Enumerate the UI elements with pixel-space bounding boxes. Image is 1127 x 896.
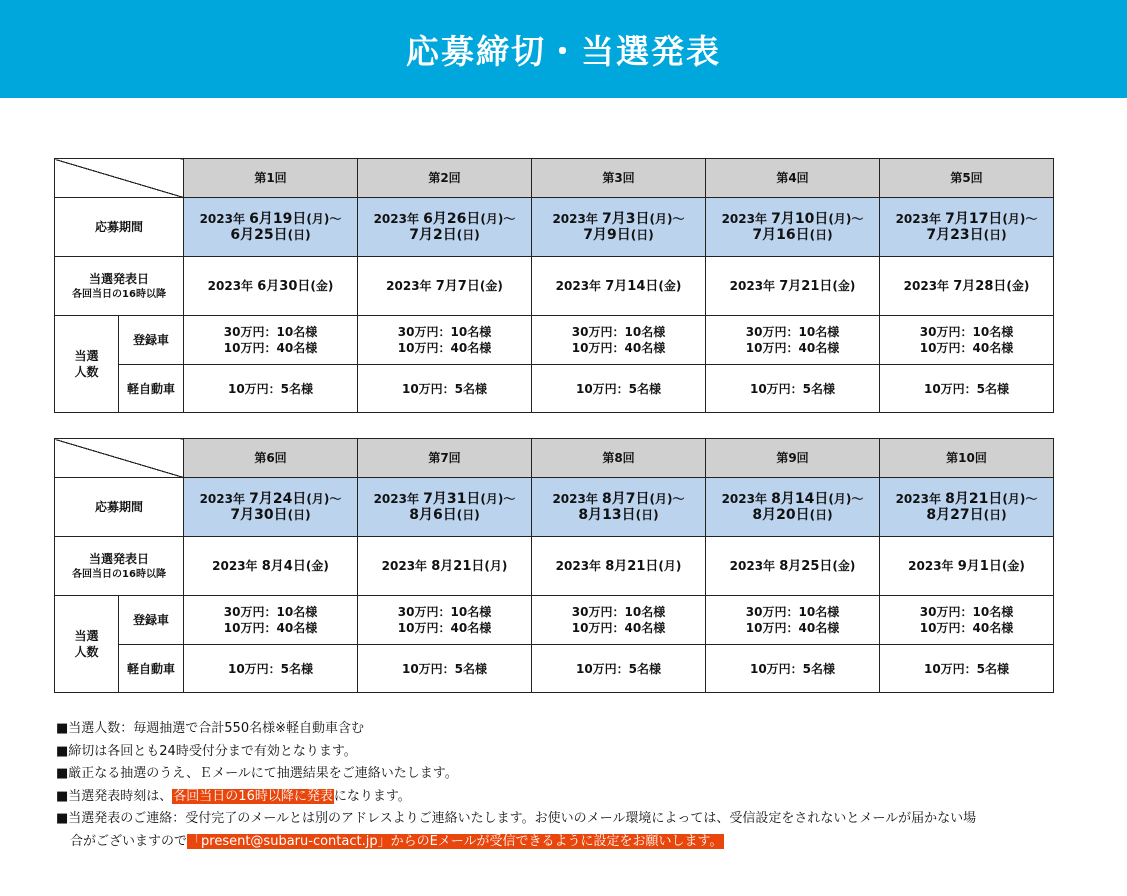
period-cell [706, 478, 880, 537]
kei-count: 10万円：5名様 [923, 381, 1010, 396]
round-label: 第9回 [776, 451, 809, 465]
period-end-dow: (日) [809, 508, 833, 522]
note-contact-cont-prefix: 合がございますので [70, 833, 188, 849]
announce-dow: (金) [1001, 558, 1025, 573]
corner-cell [55, 439, 184, 478]
round-header [358, 439, 532, 478]
note-contact: ■当選発表のご連絡：受付完了のメールとは別のアドレスよりご連絡いたします。お使いのメール環境によっては、受信設定をされないとメールが届かない場 [56, 811, 977, 826]
period-end: 7月30日 [230, 507, 288, 523]
announce-label: 当選発表日 [88, 551, 149, 566]
period-tilde: ～ [503, 492, 516, 506]
period-end-dow: (日) [456, 508, 480, 522]
kei-label: 軽自動車 [126, 661, 175, 676]
announce-year: 2023年 [555, 558, 602, 573]
announce-sublabel: 各回当日の16時以降 [72, 288, 166, 300]
period-tilde: ～ [672, 212, 685, 226]
kei-count-cell [358, 645, 532, 693]
announce-date-cell [184, 257, 358, 316]
registered-count-line1: 30万円：10名様 [571, 605, 666, 619]
kei-count-cell [880, 645, 1054, 693]
registered-count-line2: 10万円：40名様 [223, 621, 318, 635]
period-cell [706, 198, 880, 257]
period-year: 2023年 [373, 492, 419, 506]
period-end-dow: (日) [287, 508, 311, 522]
announce-year: 2023年 [381, 558, 428, 573]
period-start-dow: (月) [828, 492, 852, 506]
period-start: 6月19日 [249, 211, 307, 227]
period-cell [880, 198, 1054, 257]
period-start: 8月7日 [602, 491, 650, 507]
round-header [880, 439, 1054, 478]
registered-count-line2: 10万円：40名様 [397, 341, 492, 355]
announce-label: 当選発表日 [88, 271, 149, 286]
schedule-table-1 [54, 158, 1054, 413]
kei-count: 10万円：5名様 [749, 661, 836, 676]
note-lottery: ■厳正なる抽選のうえ、Ｅメールにて抽選結果をご連絡いたします。 [56, 766, 458, 781]
kei-count: 10万円：5名様 [401, 661, 488, 676]
registered-label: 登録車 [132, 333, 169, 347]
period-end-dow: (日) [809, 228, 833, 242]
period-year: 2023年 [199, 212, 245, 226]
kei-count-cell [880, 365, 1054, 413]
period-tilde: ～ [672, 492, 685, 506]
period-end-dow: (日) [287, 228, 311, 242]
registered-count-cell [532, 316, 706, 365]
announce-dow: (金) [1006, 278, 1030, 293]
period-tilde: ～ [329, 212, 342, 226]
period-start-dow: (月) [306, 492, 330, 506]
registered-count-line2: 10万円：40名様 [745, 621, 840, 635]
period-end: 7月9日 [583, 227, 631, 243]
period-cell [532, 198, 706, 257]
registered-count-line1: 30万円：10名様 [397, 605, 492, 619]
registered-label-cell [119, 316, 184, 365]
round-label: 第10回 [946, 451, 987, 465]
period-end: 8月13日 [578, 507, 636, 523]
period-start: 7月3日 [602, 211, 650, 227]
winners-label-line1: 当選 [74, 349, 99, 363]
announce-dow: (金) [658, 278, 682, 293]
period-year: 2023年 [895, 212, 941, 226]
corner-cell [55, 159, 184, 198]
announce-date-cell [706, 257, 880, 316]
winners-label-cell [55, 596, 119, 693]
registered-count-line2: 10万円：40名様 [571, 341, 666, 355]
note-announce-time-prefix: ■当選発表時刻は、 [56, 788, 173, 804]
registered-label-cell [119, 596, 184, 645]
announce-year: 2023年 [903, 278, 950, 293]
registered-count-cell [880, 596, 1054, 645]
period-start: 6月26日 [423, 211, 481, 227]
period-start-dow: (月) [306, 212, 330, 226]
announce-date: 7月7日 [435, 278, 480, 294]
announce-label-cell [55, 537, 184, 596]
period-start-dow: (月) [480, 212, 504, 226]
registered-count-line2: 10万円：40名様 [223, 341, 318, 355]
kei-count: 10万円：5名様 [401, 381, 488, 396]
round-label: 第2回 [428, 171, 461, 185]
kei-count: 10万円：5名様 [227, 381, 314, 396]
kei-count-cell [706, 365, 880, 413]
announce-date-cell [706, 537, 880, 596]
period-year: 2023年 [552, 492, 598, 506]
period-end: 6月25日 [230, 227, 288, 243]
round-label: 第3回 [602, 171, 635, 185]
announce-date-cell [880, 257, 1054, 316]
announce-year: 2023年 [207, 278, 254, 293]
period-cell [358, 198, 532, 257]
announce-sublabel: 各回当日の16時以降 [72, 568, 166, 580]
registered-count-line1: 30万円：10名様 [919, 605, 1014, 619]
period-end: 8月6日 [409, 507, 457, 523]
registered-count-line2: 10万円：40名様 [919, 621, 1014, 635]
period-tilde: ～ [1025, 212, 1038, 226]
registered-count-line2: 10万円：40名様 [919, 341, 1014, 355]
registered-count-cell [706, 316, 880, 365]
period-end-dow: (日) [456, 228, 480, 242]
announce-date: 7月28日 [953, 278, 1007, 294]
kei-count: 10万円：5名様 [575, 381, 662, 396]
registered-count-cell [532, 596, 706, 645]
announce-date-cell [358, 257, 532, 316]
period-end: 7月2日 [409, 227, 457, 243]
period-start: 8月21日 [945, 491, 1003, 507]
note-announce-time [56, 786, 1066, 809]
period-start-dow: (月) [649, 492, 673, 506]
page-title: 応募締切・当選発表 [406, 31, 721, 71]
round-header [532, 439, 706, 478]
notes [56, 718, 1066, 853]
announce-date-cell [358, 537, 532, 596]
winners-label-line2: 人数 [74, 365, 99, 379]
period-end-dow: (日) [983, 228, 1007, 242]
note-announce-time-highlight: 各回当日の16時以降に発表 [173, 788, 333, 804]
round-label: 第5回 [950, 171, 983, 185]
period-year: 2023年 [721, 212, 767, 226]
announce-year: 2023年 [555, 278, 602, 293]
period-start-dow: (月) [828, 212, 852, 226]
registered-label: 登録車 [132, 613, 169, 627]
note-winners: ■当選人数：毎週抽選で合計550名様※軽自動車含む [56, 721, 364, 736]
announce-year: 2023年 [729, 558, 776, 573]
round-header [358, 159, 532, 198]
round-header [706, 159, 880, 198]
note-contact-cont [56, 831, 1066, 854]
kei-count-cell [184, 645, 358, 693]
period-tilde: ～ [503, 212, 516, 226]
kei-count-cell [706, 645, 880, 693]
announce-date-cell [184, 537, 358, 596]
round-header [532, 159, 706, 198]
registered-count-line1: 30万円：10名様 [397, 325, 492, 339]
announce-dow: (金) [832, 278, 856, 293]
registered-count-line1: 30万円：10名様 [745, 325, 840, 339]
period-year: 2023年 [721, 492, 767, 506]
announce-date: 8月21日 [605, 558, 659, 574]
registered-count-line1: 30万円：10名様 [745, 605, 840, 619]
announce-date: 7月14日 [605, 278, 659, 294]
kei-count: 10万円：5名様 [227, 661, 314, 676]
announce-year: 2023年 [729, 278, 776, 293]
announce-date-cell [532, 537, 706, 596]
period-cell [184, 198, 358, 257]
period-start-dow: (月) [480, 492, 504, 506]
period-end: 8月27日 [926, 507, 984, 523]
announce-date: 7月21日 [779, 278, 833, 294]
registered-count-line2: 10万円：40名様 [745, 341, 840, 355]
note-deadline: ■締切は各回とも24時受付分まで有効となります。 [56, 743, 357, 759]
kei-count-cell [184, 365, 358, 413]
registered-count-cell [184, 316, 358, 365]
round-header [184, 439, 358, 478]
period-end-dow: (日) [983, 508, 1007, 522]
note-announce-time-suffix: になります。 [333, 788, 411, 804]
period-tilde: ～ [851, 492, 864, 506]
period-cell [532, 478, 706, 537]
period-cell [184, 478, 358, 537]
period-start-dow: (月) [649, 212, 673, 226]
period-year: 2023年 [895, 492, 941, 506]
winners-label-cell [55, 316, 119, 413]
registered-count-line1: 30万円：10名様 [919, 325, 1014, 339]
period-label-cell [55, 198, 184, 257]
announce-year: 2023年 [386, 278, 432, 293]
kei-count-cell [358, 365, 532, 413]
kei-count: 10万円：5名様 [749, 381, 836, 396]
round-label: 第6回 [254, 451, 287, 465]
registered-count-cell [358, 316, 532, 365]
period-start: 7月10日 [771, 211, 829, 227]
period-start: 7月17日 [945, 211, 1003, 227]
kei-count-cell [532, 645, 706, 693]
announce-date: 6月30日 [257, 278, 311, 294]
period-label: 応募期間 [94, 220, 143, 234]
announce-year: 2023年 [212, 558, 258, 573]
period-start: 8月14日 [771, 491, 829, 507]
announce-date: 8月25日 [779, 558, 833, 574]
period-year: 2023年 [199, 492, 245, 506]
kei-count: 10万円：5名様 [575, 661, 662, 676]
period-end-dow: (日) [630, 228, 654, 242]
registered-count-cell [184, 596, 358, 645]
registered-count-line1: 30万円：10名様 [571, 325, 666, 339]
announce-dow: (金) [832, 558, 856, 573]
announce-date-cell [532, 257, 706, 316]
period-end: 7月23日 [926, 227, 984, 243]
period-start-dow: (月) [1002, 492, 1026, 506]
kei-count: 10万円：5名様 [923, 661, 1010, 676]
round-label: 第8回 [602, 451, 635, 465]
period-tilde: ～ [1025, 492, 1038, 506]
page-header [0, 0, 1127, 98]
round-label: 第4回 [776, 171, 809, 185]
announce-year: 2023年 [908, 558, 954, 573]
period-end: 8月20日 [752, 507, 810, 523]
kei-count-cell [532, 365, 706, 413]
period-label-cell [55, 478, 184, 537]
round-header [706, 439, 880, 478]
registered-count-line2: 10万円：40名様 [397, 621, 492, 635]
announce-dow: (月) [658, 558, 682, 573]
announce-date: 8月4日 [261, 558, 306, 574]
period-year: 2023年 [552, 212, 598, 226]
schedule-table-2 [54, 438, 1054, 693]
registered-count-cell [706, 596, 880, 645]
period-tilde: ～ [851, 212, 864, 226]
period-end-dow: (日) [635, 508, 659, 522]
announce-dow: (金) [310, 278, 334, 293]
registered-count-line1: 30万円：10名様 [223, 325, 318, 339]
registered-count-cell [880, 316, 1054, 365]
winners-label-line2: 人数 [74, 645, 99, 659]
announce-dow: (金) [479, 278, 503, 293]
announce-label-cell [55, 257, 184, 316]
kei-label-cell [119, 365, 184, 413]
period-label: 応募期間 [94, 500, 143, 514]
announce-date: 9月1日 [957, 558, 1002, 574]
registered-count-line1: 30万円：10名様 [223, 605, 318, 619]
announce-date: 8月21日 [431, 558, 485, 574]
round-label: 第1回 [254, 171, 287, 185]
round-header [184, 159, 358, 198]
announce-date-cell [880, 537, 1054, 596]
note-contact-email-highlight: 「present@subaru-contact.jp」からのEメールが受信できるように設定をお願いします。 [188, 833, 723, 849]
round-label: 第7回 [428, 451, 461, 465]
registered-count-cell [358, 596, 532, 645]
period-start: 7月31日 [423, 491, 481, 507]
round-header [880, 159, 1054, 198]
period-cell [358, 478, 532, 537]
announce-dow: (金) [305, 558, 329, 573]
period-end: 7月16日 [752, 227, 810, 243]
winners-label-line1: 当選 [74, 629, 99, 643]
period-year: 2023年 [373, 212, 419, 226]
registered-count-line2: 10万円：40名様 [571, 621, 666, 635]
period-start-dow: (月) [1002, 212, 1026, 226]
period-start: 7月24日 [249, 491, 307, 507]
kei-label: 軽自動車 [126, 381, 175, 396]
period-cell [880, 478, 1054, 537]
kei-label-cell [119, 645, 184, 693]
announce-dow: (月) [484, 558, 508, 573]
period-tilde: ～ [329, 492, 342, 506]
